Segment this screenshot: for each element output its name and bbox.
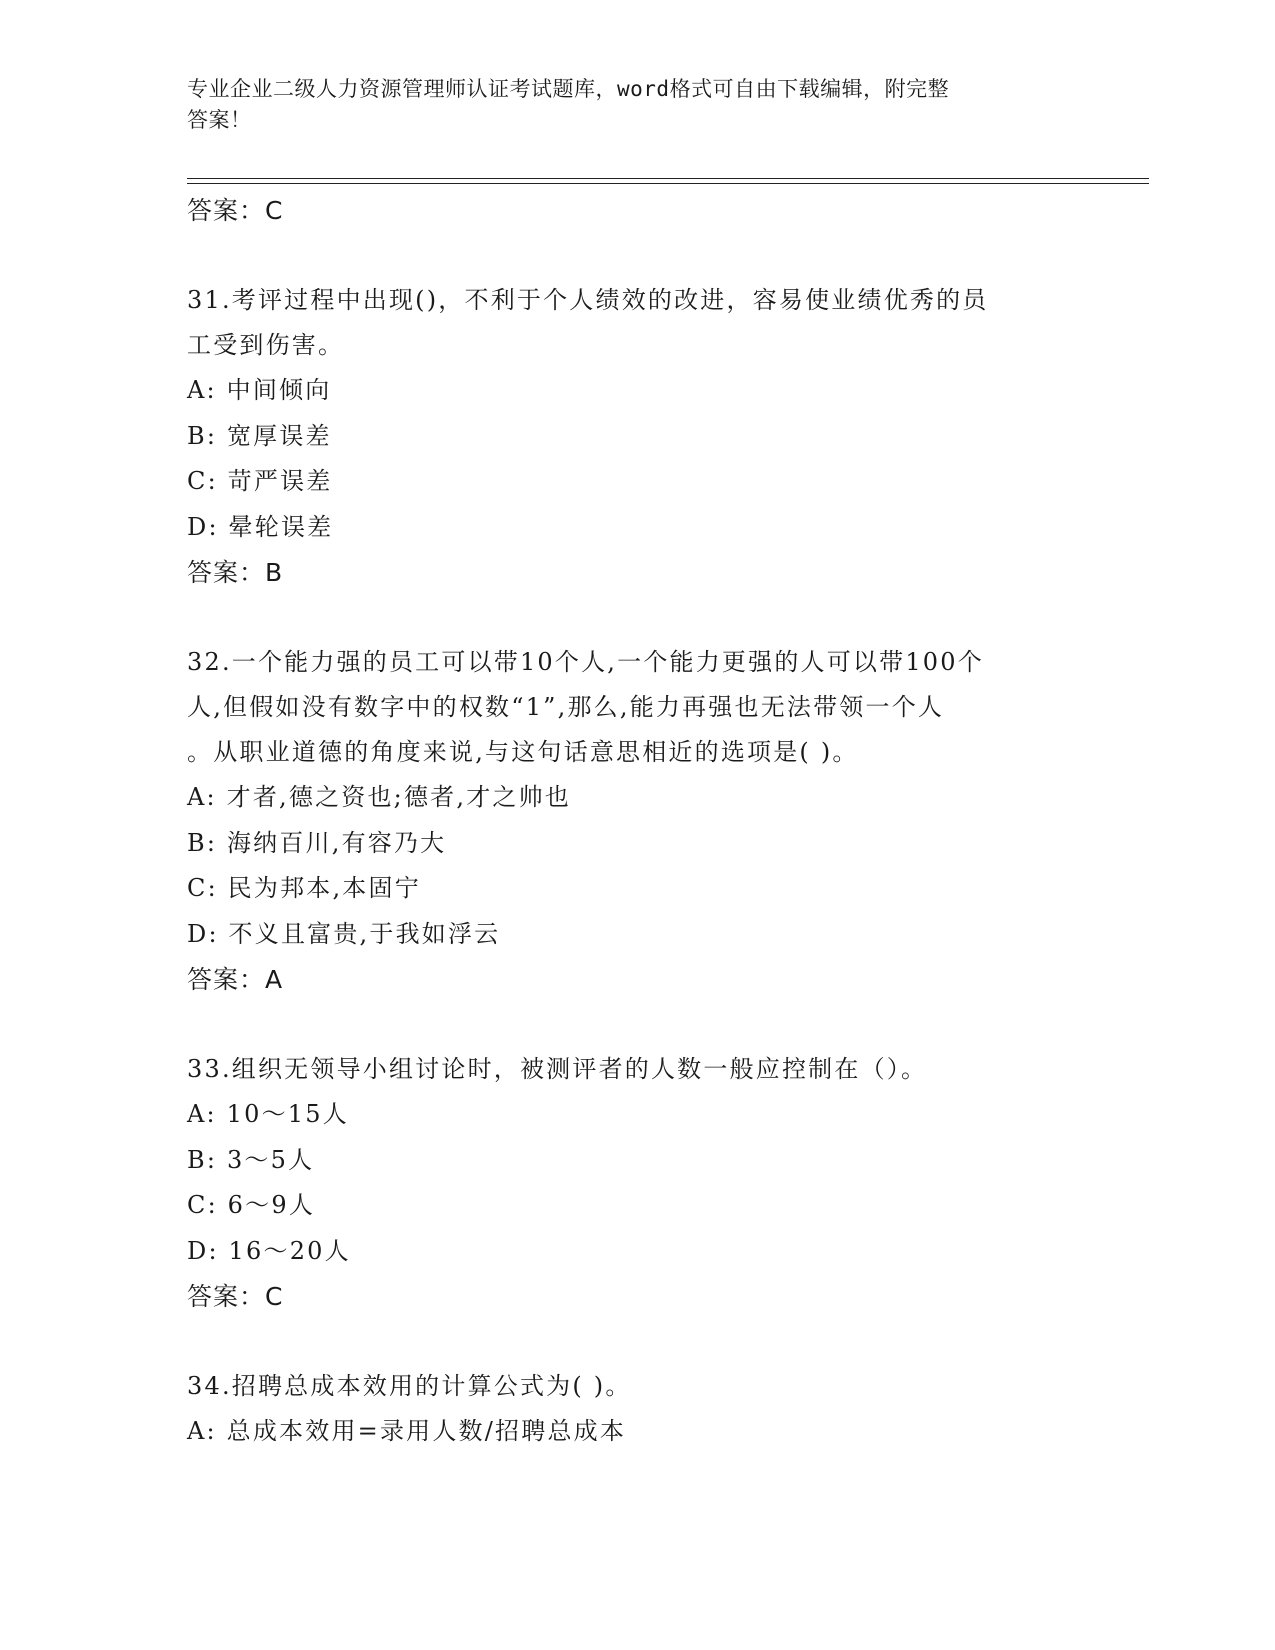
page-header: [187, 74, 1067, 136]
question-32: [187, 640, 1087, 1003]
question-31: [187, 278, 1087, 596]
question-text: 34.招聘总成本效用的计算公式为( )。: [187, 1372, 632, 1400]
option-c: C: 6～9人: [187, 1191, 316, 1219]
question-text: 工受到伤害。: [187, 331, 345, 359]
question-text: 32.一个能力强的员工可以带10个人,一个能力更强的人可以带100个: [187, 648, 984, 676]
option-a: A: 总成本效用=录用人数/招聘总成本: [187, 1417, 627, 1445]
answer-line: 答案：C: [187, 1282, 284, 1311]
answer-line: 答案：B: [187, 558, 284, 587]
header-rule-top: [187, 178, 1149, 179]
option-d: D: 晕轮误差: [187, 512, 334, 541]
header-line-1: 专业企业二级人力资源管理师认证考试题库，word格式可自由下载编辑，附完整: [187, 77, 950, 101]
question-text: 。从职业道德的角度来说,与这句话意思相近的选项是( )。: [187, 738, 859, 766]
question-text: 人,但假如没有数字中的权数“1”,那么,能力再强也无法带领一个人: [187, 693, 945, 721]
question-text: 33.组织无领导小组讨论时，被测评者的人数一般应控制在（）。: [187, 1055, 928, 1083]
question-34: [187, 1364, 1087, 1455]
question-text: 31.考评过程中出现()，不利于个人绩效的改进，容易使业绩优秀的员: [187, 286, 989, 314]
option-b: B: 海纳百川,有容乃大: [187, 828, 447, 857]
option-b: B: 宽厚误差: [187, 421, 332, 450]
option-a: A: 才者,德之资也;德者,才之帅也: [187, 783, 571, 811]
option-a: A: 中间倾向: [187, 376, 332, 404]
option-b: B: 3～5人: [187, 1145, 315, 1174]
question-list: [187, 188, 1087, 1455]
question-33: [187, 1047, 1087, 1320]
answer-line: 答案：C: [187, 196, 284, 225]
header-line-2: 答案！: [187, 108, 252, 132]
option-d: D: 不义且富贵,于我如浮云: [187, 919, 501, 948]
option-d: D: 16～20人: [187, 1236, 351, 1265]
answer-line: 答案：A: [187, 965, 284, 994]
option-a: A: 10～15人: [187, 1100, 349, 1128]
option-c: C: 民为邦本,本固宁: [187, 874, 421, 902]
header-rule-bottom: [187, 183, 1149, 184]
option-c: C: 苛严误差: [187, 467, 333, 495]
